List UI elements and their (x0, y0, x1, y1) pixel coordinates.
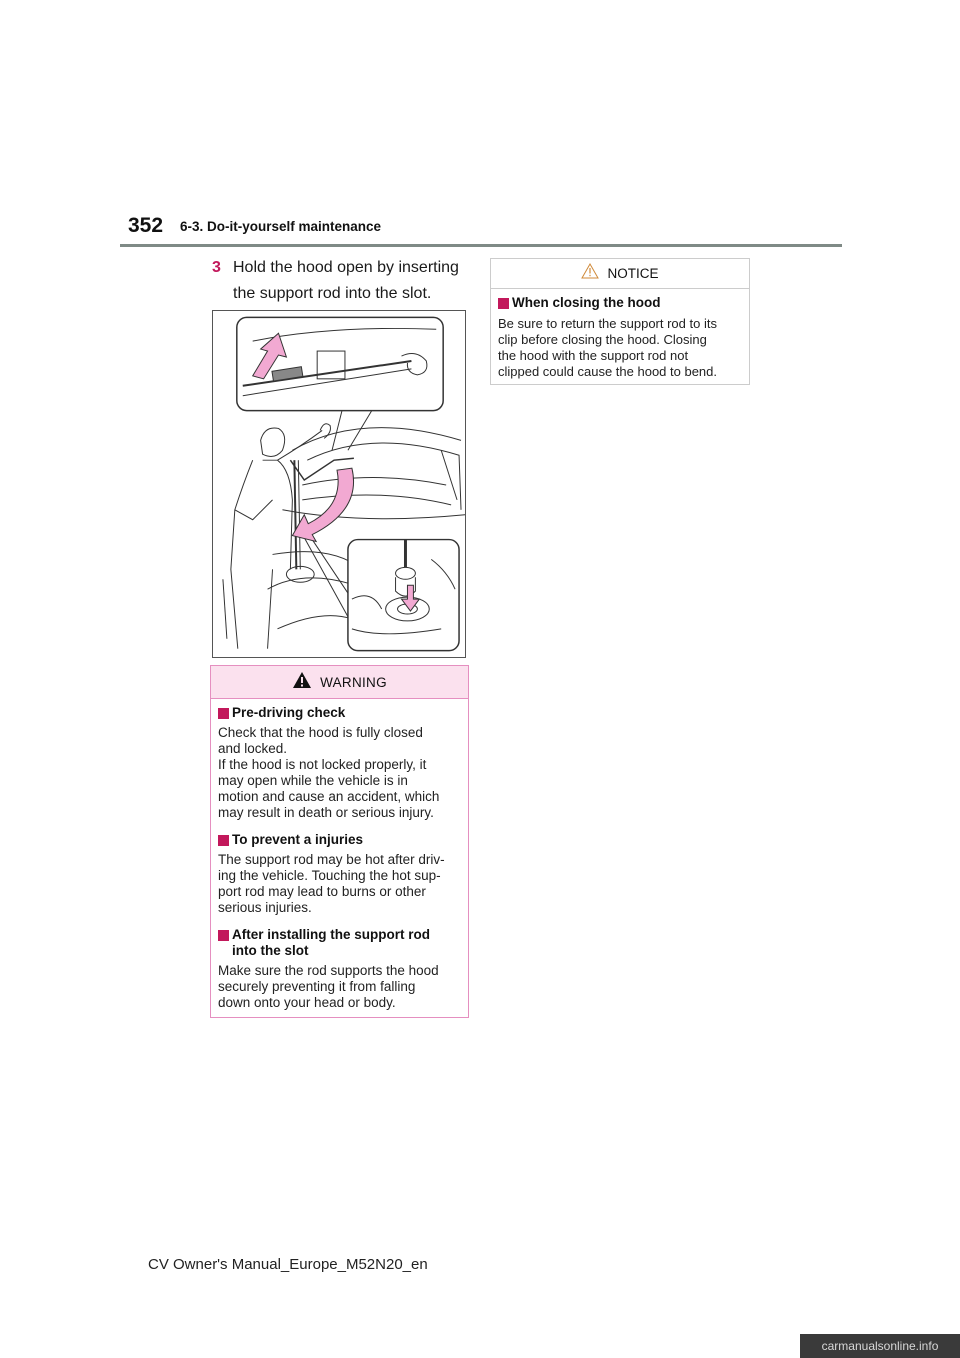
hood-support-rod-illustration (212, 310, 466, 658)
warning-item-text: Check that the hood is fully closed and locked. If the hood is not locked properly, it may open while the vehicle is in motion and cause an accident, which may result in death or serious injury. (218, 725, 440, 820)
watermark: carmanualsonline.info (800, 1334, 960, 1358)
warning-item-text: Make sure the rod supports the hood securely preventing it from falling down onto your head or body. (218, 963, 439, 1010)
warning-item-heading: To prevent a injuries (218, 832, 461, 848)
notice-box (490, 258, 750, 385)
warning-item (218, 705, 461, 821)
step-number: 3 (212, 259, 221, 276)
notice-item (498, 295, 742, 380)
notice-title: NOTICE (607, 266, 659, 281)
notice-header (491, 259, 749, 289)
warning-header (211, 666, 468, 699)
warning-title: WARNING (320, 674, 387, 690)
footer-manual-id: CV Owner's Manual_Europe_M52N20_en (148, 1256, 428, 1273)
warning-triangle-icon (292, 671, 312, 694)
warning-item-heading: After installing the support rod into the slot (218, 927, 461, 959)
notice-triangle-icon (581, 263, 599, 284)
warning-item (218, 832, 461, 916)
notice-item-heading: When closing the hood (498, 295, 742, 311)
warning-item (218, 927, 461, 1011)
header-divider (120, 244, 842, 247)
section-title: 6-3. Do-it-yourself maintenance (180, 219, 382, 234)
bullet-square-icon (218, 708, 229, 719)
bullet-square-icon (498, 298, 509, 309)
illustration-drawing (213, 311, 465, 657)
bullet-square-icon (218, 835, 229, 846)
warning-box (210, 665, 469, 1018)
warning-item-heading: Pre-driving check (218, 705, 461, 721)
step-text: Hold the hood open by inserting the support rod into the slot. (233, 259, 459, 302)
page-number: 352 (128, 214, 164, 237)
instruction-step (212, 255, 472, 307)
bullet-square-icon (218, 930, 229, 941)
notice-item-text: Be sure to return the support rod to its clip before closing the hood. Closing the hood with the support rod not clipped could cause the hood to bend. (498, 316, 718, 379)
warning-item-text: The support rod may be hot after driv- ing the vehicle. Touching the hot sup- port rod may lead to burns or other serious injuries. (218, 852, 445, 915)
